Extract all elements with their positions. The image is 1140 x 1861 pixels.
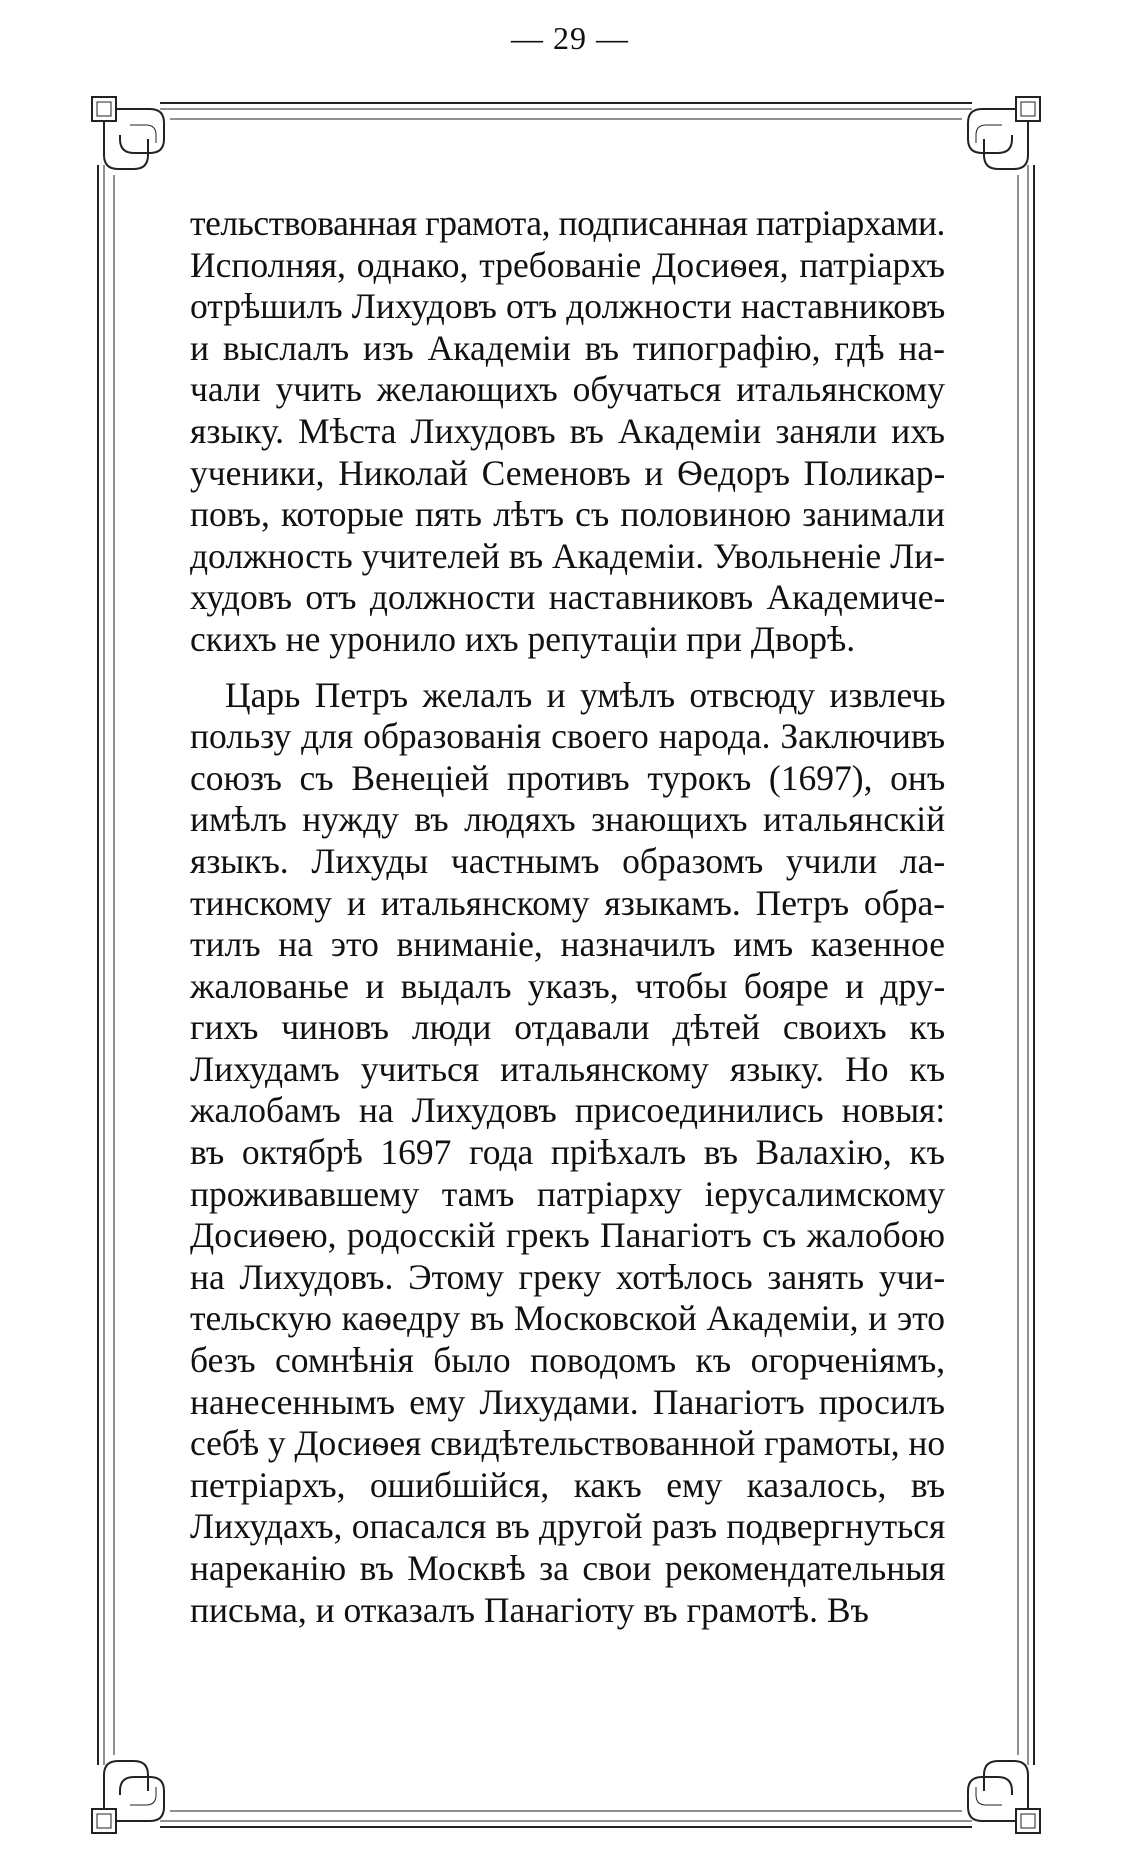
paragraph-1	[190, 203, 945, 661]
text-line: безъ сомнѣнія было поводомъ къ огорченіямъ,	[190, 1340, 946, 1381]
text-line: Лихудахъ, опасался въ другой разъ подвергнуться	[190, 1506, 946, 1547]
text-line: нанесеннымъ ему Лихудами. Панагіотъ просилъ	[190, 1381, 945, 1422]
paragraph-2	[190, 675, 945, 1632]
text-line: языкъ. Лихуды частнымъ образомъ учили ла-	[190, 840, 946, 881]
text-line: гихъ чиновъ люди отдавали дѣтей своихъ къ	[190, 1007, 946, 1048]
text-line: языку. Мѣста Лихудовъ въ Академіи заняли ихъ	[190, 410, 945, 451]
text-line: петріархъ, ошибшійся, какъ ему казалось, въ	[190, 1464, 946, 1505]
text-line: жалобамъ на Лихудовъ присоединились новыя:	[190, 1090, 946, 1131]
text-line: жалованье и выдалъ указъ, чтобы бояре и дру-	[190, 965, 946, 1006]
text-line: тилъ на это вниманіе, назначилъ имъ казенное	[190, 924, 945, 965]
text-line: Исполняя, однако, требованіе Досиѳея, патріархъ	[190, 244, 945, 285]
text-line: пользу для образованія своего народа. Заключивъ	[190, 716, 946, 757]
corner-ornament-bottom-right	[968, 1761, 1040, 1833]
text-line: тельствованная грамота, подписанная патріархами.	[190, 203, 945, 243]
text-line: имѣлъ нужду въ людяхъ знающихъ итальянскій	[190, 799, 946, 840]
text-line: проживавшему тамъ патріарху іерусалимскому	[190, 1173, 946, 1214]
text-line: себѣ у Досиѳея свидѣтельствованной грамоты, но	[190, 1423, 946, 1464]
text-line: Царь Петръ желалъ и умѣлъ отвсюду извлечь	[225, 674, 946, 715]
text-line: тельскую каѳедру въ Московской Академіи, и это	[190, 1298, 945, 1339]
page-number: — 29 —	[511, 20, 629, 56]
text-line: чали учить желающихъ обучаться итальянскому	[190, 369, 945, 410]
text-line: должность учителей въ Академіи. Увольненіе Ли-	[190, 535, 945, 576]
text-line: на Лихудовъ. Этому греку хотѣлось занять учи-	[190, 1256, 946, 1297]
text-line: въ октябрѣ 1697 года пріѣхалъ въ Валахію, къ	[190, 1132, 945, 1173]
text-line: и выслалъ изъ Академіи въ типографію, гдѣ на-	[190, 327, 945, 368]
text-line: нареканію въ Москвѣ за свои рекомендательныя	[190, 1548, 946, 1588]
body-text	[190, 203, 945, 1631]
corner-ornament-top-right	[968, 97, 1040, 169]
text-line: Лихудамъ учиться итальянскому языку. Но къ	[190, 1048, 946, 1089]
text-line: письма, и отказалъ Панагіоту въ грамотѣ. Въ	[190, 1589, 869, 1630]
corner-ornament-top-left	[92, 97, 164, 169]
text-line: скихъ не уронило ихъ репутаціи при Дворѣ.	[190, 618, 856, 659]
corner-ornament-bottom-left	[92, 1761, 164, 1833]
text-line: худовъ отъ должности наставниковъ Академиче-	[190, 577, 946, 618]
text-line: союзъ съ Венеціей противъ турокъ (1697), онъ	[190, 757, 946, 798]
text-line: повъ, которые пять лѣтъ съ половиною занимали	[190, 494, 945, 535]
text-line: Досиѳею, родосскій грекъ Панагіотъ съ жалобою	[190, 1215, 945, 1256]
text-line: тинскому и итальянскому языкамъ. Петръ обра-	[190, 882, 946, 923]
text-line: ученики, Николай Семеновъ и Ѳедоръ Поликар-	[190, 452, 946, 493]
text-line: отрѣшилъ Лихудовъ отъ должности наставниковъ	[190, 286, 946, 327]
